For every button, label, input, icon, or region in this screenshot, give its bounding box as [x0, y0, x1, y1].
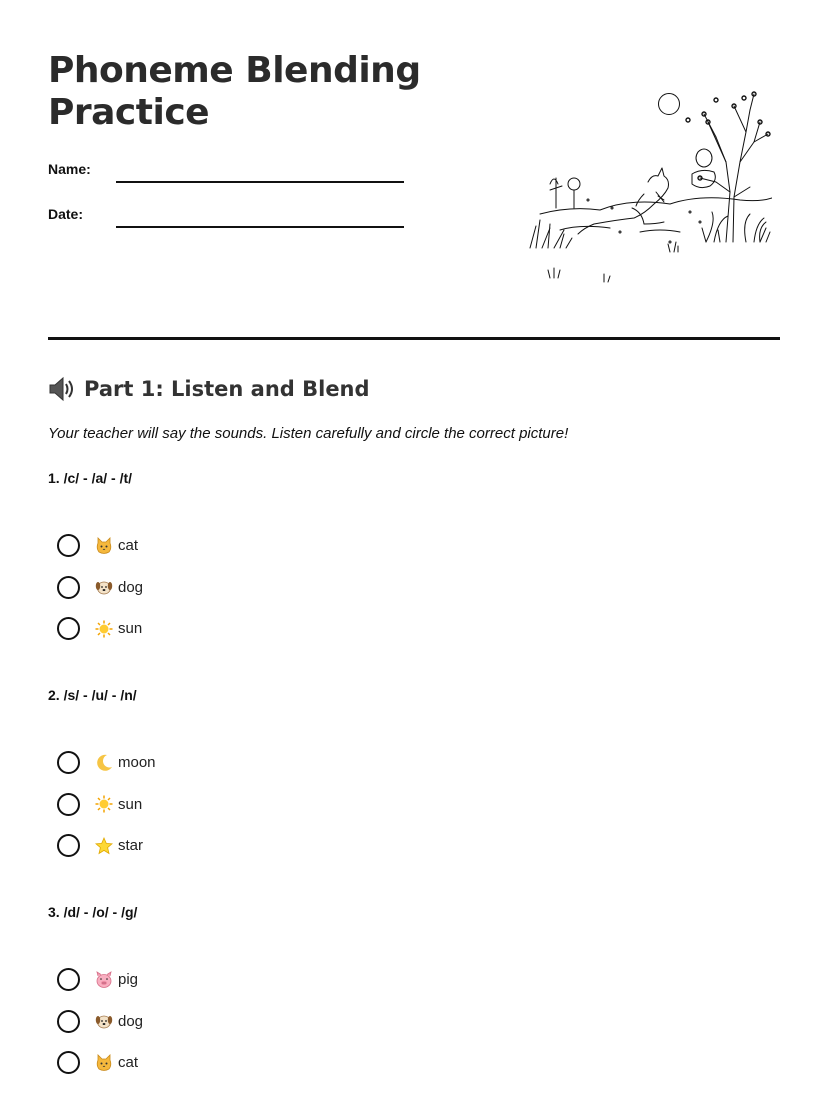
kangaroo-landscape-illustration: [520, 82, 772, 292]
question-3-options: [57, 959, 143, 1084]
option-dog[interactable]: [57, 567, 143, 609]
radio-circle[interactable]: [57, 534, 80, 557]
question-2: [48, 687, 748, 855]
option-label: cat: [118, 1054, 139, 1072]
option-sun[interactable]: [57, 784, 156, 826]
speaker-icon: [48, 376, 76, 402]
option-cat[interactable]: [57, 525, 143, 567]
date-field: [48, 206, 408, 236]
question-3: [48, 904, 748, 1072]
option-sun[interactable]: [57, 608, 143, 650]
radio-circle[interactable]: [57, 576, 80, 599]
option-label: sun: [118, 620, 143, 638]
option-dog[interactable]: [57, 1001, 143, 1043]
cat-icon: [95, 1054, 113, 1072]
question-2-label: 2. /s/ - /u/ - /n/: [48, 687, 137, 703]
section-divider: [48, 337, 780, 340]
question-1: [48, 470, 748, 638]
option-label: dog: [118, 1012, 144, 1030]
pig-icon: [95, 971, 113, 989]
option-label: sun: [118, 795, 143, 813]
option-pig[interactable]: [57, 959, 143, 1001]
option-label: dog: [118, 578, 144, 596]
radio-circle[interactable]: [57, 968, 80, 991]
name-label: Name:: [48, 161, 91, 177]
sun-icon: [95, 620, 113, 638]
option-label: star: [118, 837, 144, 855]
part1-instructions: Your teacher will say the sounds. Listen carefully and circle the correct picture!: [48, 425, 569, 442]
page-title: Phoneme Blending Practice: [48, 50, 421, 133]
part1-title: Part 1: Listen and Blend: [84, 377, 370, 401]
option-cat[interactable]: [57, 1042, 143, 1084]
question-1-label: 1. /c/ - /a/ - /t/: [48, 470, 133, 486]
question-1-options: [57, 525, 143, 650]
question-2-options: [57, 742, 156, 867]
date-label: Date:: [48, 206, 84, 222]
name-write-line[interactable]: [116, 181, 404, 183]
question-3-label: 3. /d/ - /o/ - /g/: [48, 904, 138, 920]
option-label: moon: [118, 754, 156, 772]
radio-circle[interactable]: [57, 751, 80, 774]
dog-icon: [95, 1012, 113, 1030]
option-label: cat: [118, 537, 139, 555]
option-moon[interactable]: [57, 742, 156, 784]
sun-icon: [95, 795, 113, 813]
moon-icon: [95, 754, 113, 772]
name-field: [48, 161, 408, 191]
radio-circle[interactable]: [57, 617, 80, 640]
radio-circle[interactable]: [57, 1010, 80, 1033]
option-label: pig: [118, 971, 139, 989]
date-write-line[interactable]: [116, 226, 404, 228]
radio-circle[interactable]: [57, 1051, 80, 1074]
part1-header: [48, 373, 370, 405]
star-icon: [95, 837, 113, 855]
cat-icon: [95, 537, 113, 555]
dog-icon: [95, 578, 113, 596]
option-star[interactable]: [57, 825, 156, 867]
radio-circle[interactable]: [57, 793, 80, 816]
radio-circle[interactable]: [57, 834, 80, 857]
